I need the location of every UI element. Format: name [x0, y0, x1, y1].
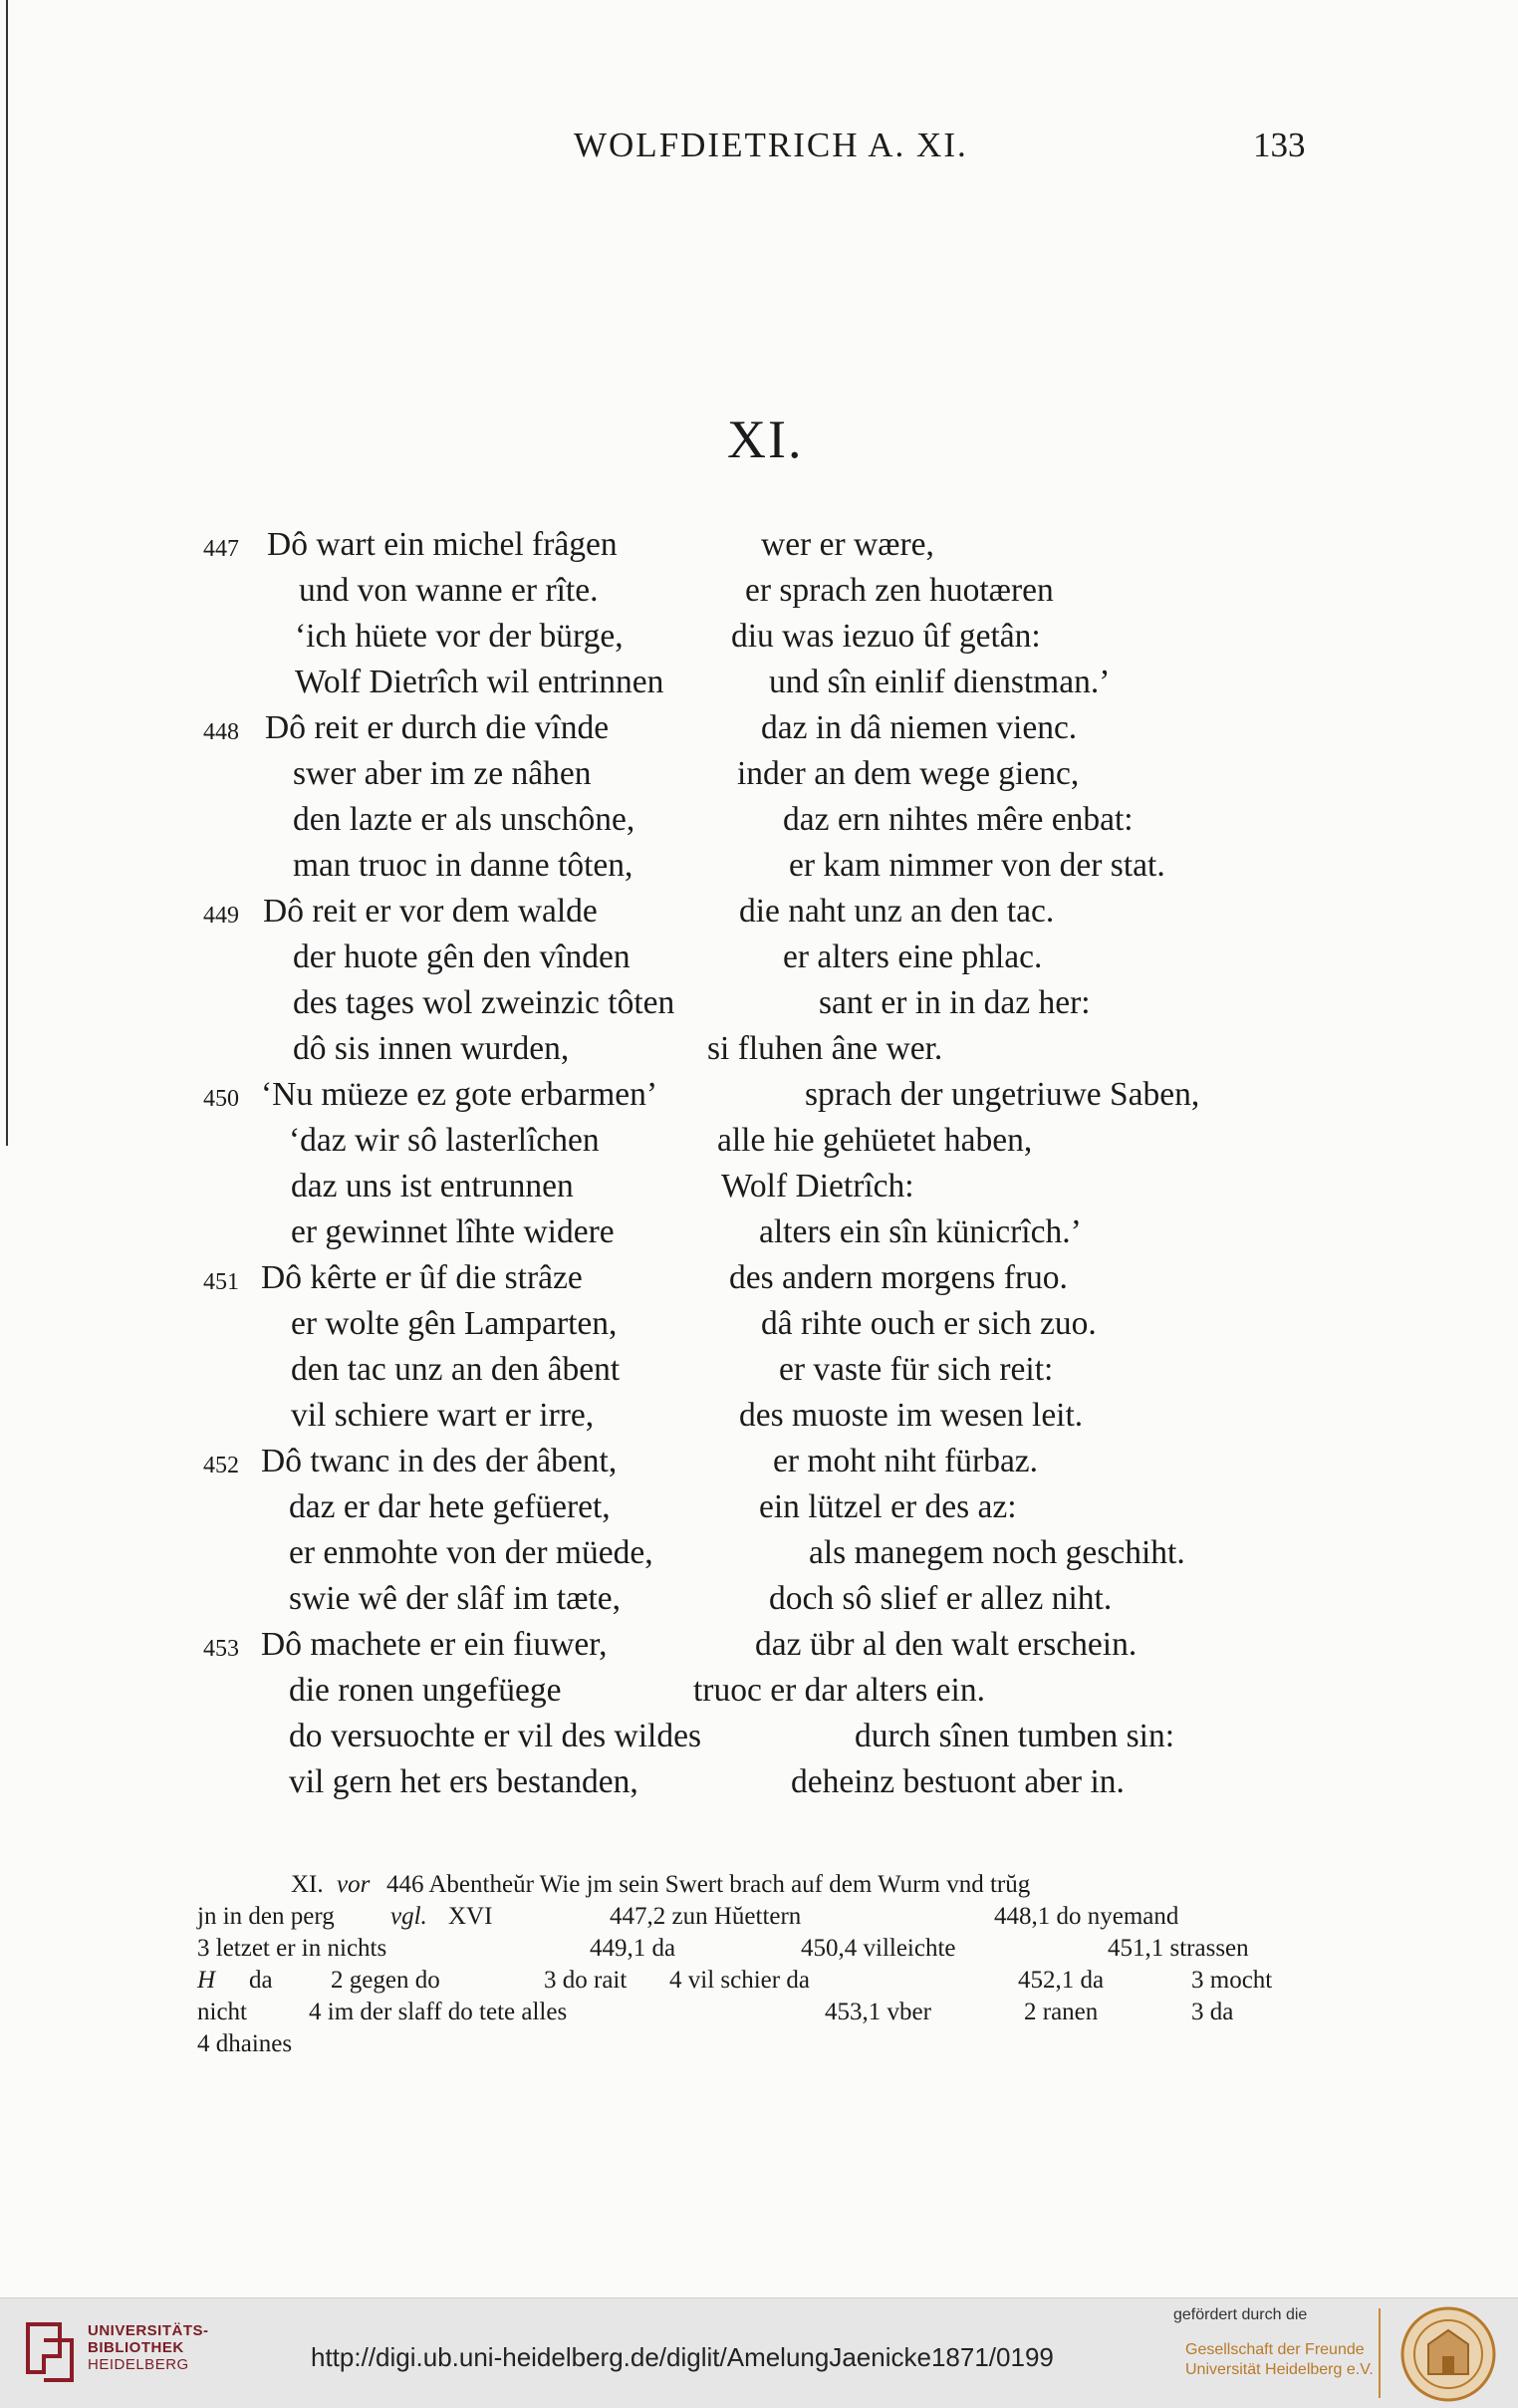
verse-first-half: vil schiere wart er irre,	[291, 1397, 595, 1434]
verse-second-half: sant er in in daz her:	[819, 984, 1091, 1021]
footnote-text: 3 do rait	[544, 1967, 628, 1994]
footnotes	[197, 1869, 1303, 2060]
library-name	[88, 2322, 209, 2373]
sponsor-name	[1185, 2340, 1374, 2380]
stanza-number: 447	[203, 536, 239, 562]
stanza-number: 449	[203, 903, 239, 929]
verse-second-half: sprach der ungetriuwe Saben,	[805, 1076, 1200, 1113]
footnote-text: 2 gegen do	[331, 1967, 440, 1994]
footnote-text: nicht	[197, 1999, 247, 2025]
sponsor-divider	[1379, 2308, 1381, 2398]
verse-second-half: des andern morgens fruo.	[729, 1259, 1068, 1296]
footnote-text: XI.	[291, 1871, 324, 1898]
footnote-text: XVI	[448, 1903, 493, 1930]
verse-second-half: durch sînen tumben sin:	[855, 1718, 1174, 1754]
verse-second-half: truoc er dar alters ein.	[693, 1672, 985, 1709]
footnote-line	[197, 1965, 1303, 1997]
verse-first-half: daz uns ist entrunnen	[291, 1168, 574, 1204]
verse-first-half: Dô wart ein michel frâgen	[267, 526, 618, 563]
footnote-line	[197, 2028, 1303, 2060]
university-seal-icon	[1398, 2304, 1498, 2404]
verse-first-half: do versuochte er vil des wildes	[289, 1718, 701, 1754]
verse-first-half: Dô kêrte er ûf die strâze	[261, 1259, 583, 1296]
permalink-url[interactable]: http://digi.ub.uni-heidelberg.de/diglit/AmelungJaenicke1871/0199	[311, 2342, 1054, 2372]
footnote-italic: vor	[337, 1871, 371, 1898]
verse-first-half: des tages wol zweinzic tôten	[293, 984, 675, 1021]
verse-second-half: er alters eine phlac.	[783, 938, 1043, 975]
footnote-text: 452,1 da	[1018, 1967, 1105, 1994]
footnote-text: 450,4 villeichte	[801, 1935, 956, 1962]
stanza-number: 453	[203, 1636, 239, 1662]
stanza-number: 448	[203, 719, 239, 745]
verse-first-half: der huote gên den vînden	[293, 938, 631, 975]
verse-second-half: er sprach zen huotæren	[745, 572, 1054, 609]
verse-second-half: doch sô slief er allez niht.	[769, 1580, 1113, 1617]
footnote-text: 451,1 strassen	[1108, 1935, 1249, 1962]
footnote-line	[197, 1933, 1303, 1965]
verse-first-half: er gewinnet lîhte widere	[291, 1213, 615, 1250]
verse-second-half: daz übr al den walt erschein.	[755, 1626, 1138, 1663]
sponsor-label: gefördert durch die	[1173, 2306, 1308, 2323]
verse-first-half: ‘daz wir sô lasterlîchen	[289, 1122, 600, 1159]
verse-first-half: daz er dar hete gefüeret,	[289, 1488, 611, 1525]
library-name-line: UNIVERSITÄTS-	[88, 2322, 209, 2339]
footnote-italic: H	[197, 1967, 216, 1994]
footnote-text: 3 mocht	[1191, 1967, 1273, 1994]
verse-first-half: Dô reit er durch die vînde	[265, 709, 610, 746]
verse-second-half: und sîn einlif dienstman.’	[769, 664, 1111, 700]
section-title: XI.	[727, 409, 804, 469]
page-number: 133	[1253, 126, 1306, 164]
stanza-number: 450	[203, 1086, 239, 1112]
footnote-text: 3 letzet er in nichts	[197, 1935, 387, 1962]
sponsor-name-line: Gesellschaft der Freunde	[1185, 2341, 1365, 2358]
footnote-text: 447,2 zun Hŭettern	[610, 1903, 802, 1930]
verse-first-half: den tac unz an den âbent	[291, 1351, 621, 1388]
verse-first-half: und von wanne er rîte.	[299, 572, 599, 609]
verse-second-half: deheinz bestuont aber in.	[791, 1763, 1125, 1800]
verse-first-half: die ronen ungefüege	[289, 1672, 562, 1709]
verse-first-half: swer aber im ze nâhen	[293, 755, 592, 792]
verse-second-half: Wolf Dietrîch:	[721, 1168, 914, 1204]
verse-first-half: man truoc in danne tôten,	[293, 847, 633, 884]
verse-first-half: ‘Nu müeze ez gote erbarmen’	[261, 1076, 658, 1113]
stanza-number: 452	[203, 1453, 239, 1478]
verse-second-half: diu was iezuo ûf getân:	[731, 618, 1041, 655]
verse-first-half: swie wê der slâf im tæte,	[289, 1580, 622, 1617]
verse-first-half: dô sis innen wurden,	[293, 1030, 570, 1067]
footnote-text: 4 im der slaff do tete alles	[309, 1999, 568, 2025]
digitization-footer	[0, 2297, 1518, 2408]
running-head: WOLFDIETRICH A. XI.	[574, 126, 968, 164]
verse-second-half: alters ein sîn künicrîch.’	[759, 1213, 1082, 1250]
verse-second-half: dâ rihte ouch er sich zuo.	[761, 1305, 1097, 1342]
ub-heidelberg-logo-icon	[20, 2316, 80, 2388]
footnote-text: da	[249, 1967, 273, 1994]
verse-second-half: wer er wære,	[761, 526, 934, 563]
stanza-number: 451	[203, 1269, 239, 1295]
verse-second-half: er vaste für sich reit:	[779, 1351, 1054, 1388]
verse-second-half: er moht niht fürbaz.	[773, 1443, 1039, 1479]
verse-first-half: ‘ich hüete vor der bürge,	[295, 618, 624, 655]
library-name-line: HEIDELBERG	[88, 2356, 189, 2373]
footnote-text: jn in den perg	[197, 1903, 335, 1930]
verse-second-half: si fluhen âne wer.	[707, 1030, 943, 1067]
verse-second-half: daz in dâ niemen vienc.	[761, 709, 1078, 746]
verse-second-half: ein lützel er des az:	[759, 1488, 1017, 1525]
verse-first-half: Dô twanc in des der âbent,	[261, 1443, 618, 1479]
verse-first-half: Dô machete er ein fiuwer,	[261, 1626, 608, 1663]
footnote-line	[197, 1901, 1303, 1933]
verse-second-half: als manegem noch geschiht.	[809, 1534, 1185, 1571]
footnote-text: 453,1 vber	[825, 1999, 931, 2025]
footnote-line	[197, 1997, 1303, 2028]
footnote-text: 449,1 da	[590, 1935, 676, 1962]
verse-first-half: vil gern het ers bestanden,	[289, 1763, 638, 1800]
library-name-line: BIBLIOTHEK	[88, 2339, 184, 2356]
footnote-line	[197, 1869, 1303, 1901]
verse-second-half: er kam nimmer von der stat.	[789, 847, 1165, 884]
verse-first-half: Dô reit er vor dem walde	[263, 893, 598, 930]
sponsor-name-line: Universität Heidelberg e.V.	[1185, 2361, 1374, 2378]
verse-second-half: des muoste im wesen leit.	[739, 1397, 1084, 1434]
verse-first-half: Wolf Dietrîch wil entrinnen	[295, 664, 664, 700]
footnote-text: 4 vil schier da	[669, 1967, 810, 1994]
footnote-text: 446 Abentheŭr Wie jm sein Swert brach auf dem Wurm vnd trŭg	[386, 1871, 1031, 1898]
verse-first-half: er wolte gên Lamparten,	[291, 1305, 618, 1342]
verse-second-half: inder an dem wege gienc,	[737, 755, 1080, 792]
footnote-italic: vgl.	[390, 1903, 427, 1930]
verse-first-half: den lazte er als unschône,	[293, 801, 635, 838]
verse-second-half: die naht unz an den tac.	[739, 893, 1055, 930]
verse-second-half: daz ern nihtes mêre enbat:	[783, 801, 1134, 838]
footnote-text: 2 ranen	[1024, 1999, 1099, 2025]
footnote-text: 4 dhaines	[197, 2030, 293, 2057]
footnote-text: 448,1 do nyemand	[994, 1903, 1179, 1930]
footnote-text: 3 da	[1191, 1999, 1234, 2025]
verse-first-half: er enmohte von der müede,	[289, 1534, 653, 1571]
verse-second-half: alle hie gehüetet haben,	[717, 1122, 1033, 1159]
